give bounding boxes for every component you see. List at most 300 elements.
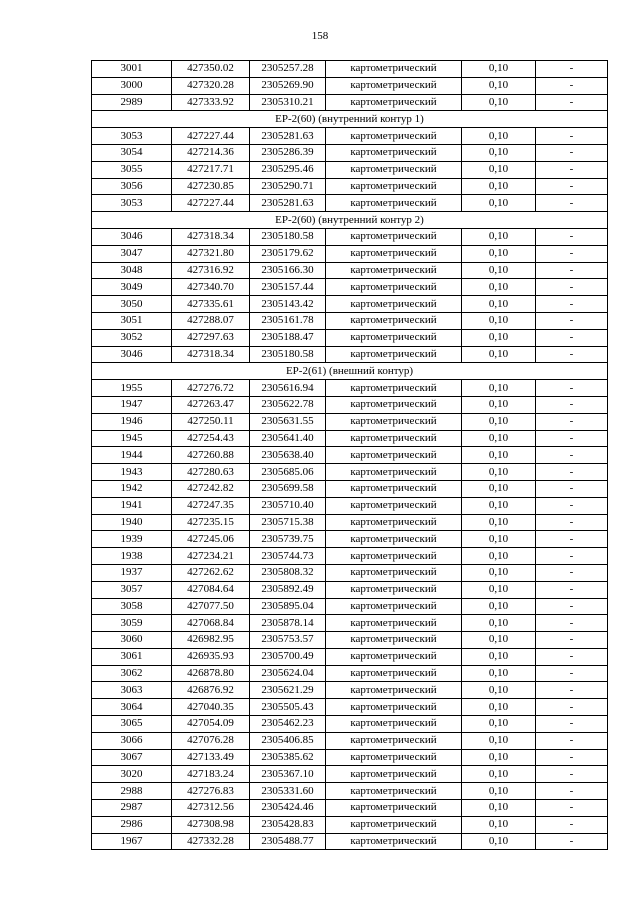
cell-method: картометрический bbox=[326, 564, 462, 581]
cell-coord-x: 427227.44 bbox=[172, 128, 250, 145]
table-row bbox=[92, 279, 608, 296]
table-row bbox=[92, 514, 608, 531]
cell-accuracy: 0,10 bbox=[462, 228, 536, 245]
table-row bbox=[92, 800, 608, 817]
cell-point-number: 1941 bbox=[92, 497, 172, 514]
cell-coord-x: 427288.07 bbox=[172, 312, 250, 329]
cell-description: - bbox=[536, 581, 608, 598]
table-row bbox=[92, 615, 608, 632]
cell-coord-y: 2305143.42 bbox=[250, 296, 326, 313]
cell-accuracy: 0,10 bbox=[462, 396, 536, 413]
cell-point-number: 3067 bbox=[92, 749, 172, 766]
cell-coord-x: 427217.71 bbox=[172, 161, 250, 178]
cell-point-number: 2986 bbox=[92, 816, 172, 833]
cell-method: картометрический bbox=[326, 144, 462, 161]
cell-accuracy: 0,10 bbox=[462, 665, 536, 682]
cell-description: - bbox=[536, 497, 608, 514]
cell-method: картометрический bbox=[326, 128, 462, 145]
table-row bbox=[92, 833, 608, 850]
cell-coord-x: 427280.63 bbox=[172, 464, 250, 481]
cell-method: картометрический bbox=[326, 732, 462, 749]
table-row bbox=[92, 195, 608, 212]
cell-coord-y: 2305699.58 bbox=[250, 480, 326, 497]
cell-method: картометрический bbox=[326, 615, 462, 632]
cell-accuracy: 0,10 bbox=[462, 346, 536, 363]
cell-point-number: 3053 bbox=[92, 128, 172, 145]
cell-accuracy: 0,10 bbox=[462, 161, 536, 178]
cell-description: - bbox=[536, 61, 608, 78]
cell-method: картометрический bbox=[326, 430, 462, 447]
cell-coord-y: 2305180.58 bbox=[250, 346, 326, 363]
cell-point-number: 3020 bbox=[92, 766, 172, 783]
cell-coord-y: 2305505.43 bbox=[250, 699, 326, 716]
cell-description: - bbox=[536, 94, 608, 111]
cell-method: картометрический bbox=[326, 548, 462, 565]
table-row bbox=[92, 228, 608, 245]
cell-coord-y: 2305290.71 bbox=[250, 178, 326, 195]
table-row bbox=[92, 531, 608, 548]
table-row bbox=[92, 598, 608, 615]
cell-accuracy: 0,10 bbox=[462, 514, 536, 531]
cell-accuracy: 0,10 bbox=[462, 581, 536, 598]
table-row bbox=[92, 632, 608, 649]
cell-point-number: 1945 bbox=[92, 430, 172, 447]
cell-description: - bbox=[536, 312, 608, 329]
cell-coord-x: 427183.24 bbox=[172, 766, 250, 783]
cell-accuracy: 0,10 bbox=[462, 245, 536, 262]
cell-description: - bbox=[536, 800, 608, 817]
cell-accuracy: 0,10 bbox=[462, 548, 536, 565]
cell-method: картометрический bbox=[326, 783, 462, 800]
cell-coord-y: 2305406.85 bbox=[250, 732, 326, 749]
table-row bbox=[92, 732, 608, 749]
section-title: ЕР-2(60) (внутренний контур 1) bbox=[92, 111, 608, 128]
cell-point-number: 3055 bbox=[92, 161, 172, 178]
table-row bbox=[92, 480, 608, 497]
cell-coord-y: 2305188.47 bbox=[250, 329, 326, 346]
cell-coord-y: 2305622.78 bbox=[250, 396, 326, 413]
cell-coord-x: 427245.06 bbox=[172, 531, 250, 548]
table-row bbox=[92, 312, 608, 329]
cell-coord-x: 426935.93 bbox=[172, 648, 250, 665]
cell-accuracy: 0,10 bbox=[462, 816, 536, 833]
cell-coord-x: 427068.84 bbox=[172, 615, 250, 632]
cell-description: - bbox=[536, 329, 608, 346]
cell-coord-y: 2305641.40 bbox=[250, 430, 326, 447]
cell-coord-x: 427234.21 bbox=[172, 548, 250, 565]
cell-accuracy: 0,10 bbox=[462, 94, 536, 111]
cell-method: картометрический bbox=[326, 262, 462, 279]
cell-coord-x: 427230.85 bbox=[172, 178, 250, 195]
cell-coord-x: 427227.44 bbox=[172, 195, 250, 212]
cell-coord-x: 427242.82 bbox=[172, 480, 250, 497]
cell-coord-y: 2305310.21 bbox=[250, 94, 326, 111]
cell-method: картометрический bbox=[326, 312, 462, 329]
cell-accuracy: 0,10 bbox=[462, 800, 536, 817]
table-row bbox=[92, 94, 608, 111]
cell-point-number: 3049 bbox=[92, 279, 172, 296]
cell-method: картометрический bbox=[326, 699, 462, 716]
cell-coord-y: 2305892.49 bbox=[250, 581, 326, 598]
cell-coord-x: 427276.83 bbox=[172, 783, 250, 800]
cell-coord-y: 2305269.90 bbox=[250, 77, 326, 94]
cell-point-number: 3065 bbox=[92, 716, 172, 733]
cell-method: картометрический bbox=[326, 178, 462, 195]
cell-description: - bbox=[536, 665, 608, 682]
cell-coord-x: 427276.72 bbox=[172, 380, 250, 397]
cell-coord-y: 2305808.32 bbox=[250, 564, 326, 581]
section-title: ЕР-2(61) (внешний контур) bbox=[92, 363, 608, 380]
cell-description: - bbox=[536, 245, 608, 262]
table-row bbox=[92, 783, 608, 800]
cell-accuracy: 0,10 bbox=[462, 262, 536, 279]
cell-coord-y: 2305424.46 bbox=[250, 800, 326, 817]
cell-accuracy: 0,10 bbox=[462, 296, 536, 313]
cell-point-number: 1944 bbox=[92, 447, 172, 464]
cell-coord-y: 2305631.55 bbox=[250, 413, 326, 430]
section-header-row bbox=[92, 212, 608, 229]
cell-accuracy: 0,10 bbox=[462, 464, 536, 481]
cell-method: картометрический bbox=[326, 682, 462, 699]
cell-coord-y: 2305166.30 bbox=[250, 262, 326, 279]
cell-description: - bbox=[536, 396, 608, 413]
cell-coord-y: 2305739.75 bbox=[250, 531, 326, 548]
cell-accuracy: 0,10 bbox=[462, 380, 536, 397]
cell-method: картометрический bbox=[326, 581, 462, 598]
cell-coord-x: 427297.63 bbox=[172, 329, 250, 346]
cell-coord-x: 426982.95 bbox=[172, 632, 250, 649]
cell-point-number: 2989 bbox=[92, 94, 172, 111]
cell-method: картометрический bbox=[326, 245, 462, 262]
table-row bbox=[92, 699, 608, 716]
cell-coord-x: 427318.34 bbox=[172, 228, 250, 245]
section-title: ЕР-2(60) (внутренний контур 2) bbox=[92, 212, 608, 229]
cell-description: - bbox=[536, 262, 608, 279]
cell-description: - bbox=[536, 749, 608, 766]
cell-method: картометрический bbox=[326, 413, 462, 430]
cell-description: - bbox=[536, 766, 608, 783]
cell-method: картометрический bbox=[326, 665, 462, 682]
cell-coord-x: 426878.80 bbox=[172, 665, 250, 682]
cell-point-number: 3057 bbox=[92, 581, 172, 598]
cell-coord-x: 427350.02 bbox=[172, 61, 250, 78]
cell-accuracy: 0,10 bbox=[462, 615, 536, 632]
table-row bbox=[92, 262, 608, 279]
table-row bbox=[92, 329, 608, 346]
cell-point-number: 3059 bbox=[92, 615, 172, 632]
cell-coord-y: 2305895.04 bbox=[250, 598, 326, 615]
cell-accuracy: 0,10 bbox=[462, 430, 536, 447]
cell-coord-y: 2305715.38 bbox=[250, 514, 326, 531]
cell-point-number: 3051 bbox=[92, 312, 172, 329]
cell-point-number: 3056 bbox=[92, 178, 172, 195]
table-row bbox=[92, 665, 608, 682]
cell-accuracy: 0,10 bbox=[462, 178, 536, 195]
cell-method: картометрический bbox=[326, 833, 462, 850]
cell-coord-x: 427054.09 bbox=[172, 716, 250, 733]
cell-coord-y: 2305700.49 bbox=[250, 648, 326, 665]
cell-method: картометрический bbox=[326, 161, 462, 178]
table-row bbox=[92, 161, 608, 178]
table-row bbox=[92, 245, 608, 262]
cell-accuracy: 0,10 bbox=[462, 144, 536, 161]
cell-coord-y: 2305367.10 bbox=[250, 766, 326, 783]
cell-method: картометрический bbox=[326, 598, 462, 615]
cell-coord-x: 427312.56 bbox=[172, 800, 250, 817]
cell-method: картометрический bbox=[326, 195, 462, 212]
cell-accuracy: 0,10 bbox=[462, 648, 536, 665]
cell-point-number: 2987 bbox=[92, 800, 172, 817]
cell-method: картометрический bbox=[326, 77, 462, 94]
table-row bbox=[92, 346, 608, 363]
cell-accuracy: 0,10 bbox=[462, 447, 536, 464]
cell-point-number: 2988 bbox=[92, 783, 172, 800]
cell-point-number: 1955 bbox=[92, 380, 172, 397]
table-row bbox=[92, 77, 608, 94]
cell-accuracy: 0,10 bbox=[462, 766, 536, 783]
cell-coord-x: 427247.35 bbox=[172, 497, 250, 514]
table-row bbox=[92, 766, 608, 783]
cell-method: картометрический bbox=[326, 447, 462, 464]
cell-description: - bbox=[536, 161, 608, 178]
cell-coord-y: 2305331.60 bbox=[250, 783, 326, 800]
cell-description: - bbox=[536, 128, 608, 145]
cell-description: - bbox=[536, 615, 608, 632]
cell-description: - bbox=[536, 632, 608, 649]
cell-coord-x: 427235.15 bbox=[172, 514, 250, 531]
cell-description: - bbox=[536, 783, 608, 800]
cell-coord-y: 2305744.73 bbox=[250, 548, 326, 565]
cell-point-number: 3061 bbox=[92, 648, 172, 665]
cell-method: картометрический bbox=[326, 648, 462, 665]
cell-coord-y: 2305685.06 bbox=[250, 464, 326, 481]
cell-description: - bbox=[536, 413, 608, 430]
cell-coord-y: 2305161.78 bbox=[250, 312, 326, 329]
cell-method: картометрический bbox=[326, 296, 462, 313]
table-row bbox=[92, 61, 608, 78]
cell-point-number: 3050 bbox=[92, 296, 172, 313]
cell-accuracy: 0,10 bbox=[462, 195, 536, 212]
cell-coord-x: 427076.28 bbox=[172, 732, 250, 749]
cell-method: картометрический bbox=[326, 380, 462, 397]
cell-description: - bbox=[536, 447, 608, 464]
cell-accuracy: 0,10 bbox=[462, 61, 536, 78]
table-row bbox=[92, 396, 608, 413]
table-row bbox=[92, 464, 608, 481]
table-row bbox=[92, 564, 608, 581]
cell-point-number: 3062 bbox=[92, 665, 172, 682]
cell-description: - bbox=[536, 144, 608, 161]
cell-coord-x: 427214.36 bbox=[172, 144, 250, 161]
cell-coord-y: 2305710.40 bbox=[250, 497, 326, 514]
cell-coord-y: 2305286.39 bbox=[250, 144, 326, 161]
section-header-row bbox=[92, 111, 608, 128]
cell-coord-y: 2305638.40 bbox=[250, 447, 326, 464]
table-row bbox=[92, 447, 608, 464]
cell-description: - bbox=[536, 833, 608, 850]
cell-description: - bbox=[536, 464, 608, 481]
cell-description: - bbox=[536, 296, 608, 313]
cell-coord-y: 2305878.14 bbox=[250, 615, 326, 632]
cell-description: - bbox=[536, 699, 608, 716]
cell-point-number: 1938 bbox=[92, 548, 172, 565]
cell-description: - bbox=[536, 77, 608, 94]
table-row bbox=[92, 682, 608, 699]
cell-method: картометрический bbox=[326, 716, 462, 733]
cell-point-number: 3046 bbox=[92, 346, 172, 363]
cell-coord-y: 2305488.77 bbox=[250, 833, 326, 850]
cell-coord-y: 2305462.23 bbox=[250, 716, 326, 733]
cell-accuracy: 0,10 bbox=[462, 682, 536, 699]
cell-method: картометрический bbox=[326, 531, 462, 548]
table-row bbox=[92, 816, 608, 833]
table-row bbox=[92, 648, 608, 665]
cell-description: - bbox=[536, 816, 608, 833]
cell-coord-x: 427318.34 bbox=[172, 346, 250, 363]
cell-method: картометрический bbox=[326, 61, 462, 78]
cell-description: - bbox=[536, 732, 608, 749]
cell-coord-y: 2305385.62 bbox=[250, 749, 326, 766]
cell-coord-y: 2305621.29 bbox=[250, 682, 326, 699]
cell-coord-x: 427340.70 bbox=[172, 279, 250, 296]
cell-point-number: 3058 bbox=[92, 598, 172, 615]
cell-point-number: 3066 bbox=[92, 732, 172, 749]
cell-point-number: 1946 bbox=[92, 413, 172, 430]
cell-method: картометрический bbox=[326, 816, 462, 833]
cell-point-number: 1943 bbox=[92, 464, 172, 481]
cell-accuracy: 0,10 bbox=[462, 413, 536, 430]
cell-accuracy: 0,10 bbox=[462, 312, 536, 329]
cell-coord-y: 2305428.83 bbox=[250, 816, 326, 833]
cell-coord-y: 2305753.57 bbox=[250, 632, 326, 649]
cell-accuracy: 0,10 bbox=[462, 833, 536, 850]
cell-accuracy: 0,10 bbox=[462, 716, 536, 733]
cell-description: - bbox=[536, 682, 608, 699]
cell-coord-y: 2305281.63 bbox=[250, 128, 326, 145]
cell-description: - bbox=[536, 531, 608, 548]
cell-coord-x: 427320.28 bbox=[172, 77, 250, 94]
cell-coord-y: 2305157.44 bbox=[250, 279, 326, 296]
page-number: 158 bbox=[311, 30, 329, 42]
cell-description: - bbox=[536, 279, 608, 296]
cell-method: картометрический bbox=[326, 632, 462, 649]
cell-coord-x: 427254.43 bbox=[172, 430, 250, 447]
cell-accuracy: 0,10 bbox=[462, 279, 536, 296]
cell-coord-x: 427077.50 bbox=[172, 598, 250, 615]
cell-description: - bbox=[536, 346, 608, 363]
cell-point-number: 1947 bbox=[92, 396, 172, 413]
cell-description: - bbox=[536, 716, 608, 733]
cell-coord-y: 2305624.04 bbox=[250, 665, 326, 682]
table-row bbox=[92, 178, 608, 195]
cell-method: картометрический bbox=[326, 279, 462, 296]
table-row bbox=[92, 497, 608, 514]
cell-accuracy: 0,10 bbox=[462, 598, 536, 615]
cell-accuracy: 0,10 bbox=[462, 531, 536, 548]
cell-coord-x: 427335.61 bbox=[172, 296, 250, 313]
cell-description: - bbox=[536, 228, 608, 245]
cell-coord-y: 2305616.94 bbox=[250, 380, 326, 397]
cell-method: картометрический bbox=[326, 329, 462, 346]
cell-method: картометрический bbox=[326, 396, 462, 413]
cell-method: картометрический bbox=[326, 800, 462, 817]
cell-description: - bbox=[536, 564, 608, 581]
cell-coord-y: 2305180.58 bbox=[250, 228, 326, 245]
cell-point-number: 3052 bbox=[92, 329, 172, 346]
cell-point-number: 3054 bbox=[92, 144, 172, 161]
table-row bbox=[92, 380, 608, 397]
cell-accuracy: 0,10 bbox=[462, 480, 536, 497]
cell-point-number: 3053 bbox=[92, 195, 172, 212]
cell-accuracy: 0,10 bbox=[462, 632, 536, 649]
cell-point-number: 3048 bbox=[92, 262, 172, 279]
table-row bbox=[92, 548, 608, 565]
cell-point-number: 1939 bbox=[92, 531, 172, 548]
cell-description: - bbox=[536, 598, 608, 615]
cell-method: картометрический bbox=[326, 464, 462, 481]
cell-method: картометрический bbox=[326, 497, 462, 514]
table-row bbox=[92, 581, 608, 598]
cell-point-number: 1937 bbox=[92, 564, 172, 581]
cell-method: картометрический bbox=[326, 766, 462, 783]
cell-point-number: 3046 bbox=[92, 228, 172, 245]
cell-coord-x: 427308.98 bbox=[172, 816, 250, 833]
cell-coord-x: 427316.92 bbox=[172, 262, 250, 279]
cell-description: - bbox=[536, 430, 608, 447]
cell-method: картометрический bbox=[326, 749, 462, 766]
cell-accuracy: 0,10 bbox=[462, 329, 536, 346]
cell-accuracy: 0,10 bbox=[462, 497, 536, 514]
table-row bbox=[92, 430, 608, 447]
cell-coord-y: 2305257.28 bbox=[250, 61, 326, 78]
cell-description: - bbox=[536, 548, 608, 565]
cell-description: - bbox=[536, 480, 608, 497]
cell-accuracy: 0,10 bbox=[462, 77, 536, 94]
cell-method: картометрический bbox=[326, 514, 462, 531]
cell-point-number: 1967 bbox=[92, 833, 172, 850]
cell-coord-x: 427262.62 bbox=[172, 564, 250, 581]
table-row bbox=[92, 749, 608, 766]
section-header-row bbox=[92, 363, 608, 380]
cell-point-number: 1940 bbox=[92, 514, 172, 531]
cell-coord-x: 427040.35 bbox=[172, 699, 250, 716]
cell-point-number: 3047 bbox=[92, 245, 172, 262]
cell-method: картометрический bbox=[326, 480, 462, 497]
cell-description: - bbox=[536, 648, 608, 665]
cell-coord-x: 427133.49 bbox=[172, 749, 250, 766]
coordinates-table bbox=[91, 60, 608, 850]
table-row bbox=[92, 716, 608, 733]
cell-accuracy: 0,10 bbox=[462, 564, 536, 581]
cell-coord-x: 427321.80 bbox=[172, 245, 250, 262]
cell-point-number: 3064 bbox=[92, 699, 172, 716]
cell-coord-y: 2305295.46 bbox=[250, 161, 326, 178]
cell-description: - bbox=[536, 195, 608, 212]
cell-coord-y: 2305281.63 bbox=[250, 195, 326, 212]
cell-point-number: 1942 bbox=[92, 480, 172, 497]
cell-coord-x: 426876.92 bbox=[172, 682, 250, 699]
cell-coord-x: 427250.11 bbox=[172, 413, 250, 430]
cell-accuracy: 0,10 bbox=[462, 732, 536, 749]
cell-point-number: 3001 bbox=[92, 61, 172, 78]
cell-coord-x: 427084.64 bbox=[172, 581, 250, 598]
cell-point-number: 3063 bbox=[92, 682, 172, 699]
cell-coord-y: 2305179.62 bbox=[250, 245, 326, 262]
cell-description: - bbox=[536, 514, 608, 531]
cell-accuracy: 0,10 bbox=[462, 783, 536, 800]
cell-point-number: 3000 bbox=[92, 77, 172, 94]
cell-description: - bbox=[536, 380, 608, 397]
